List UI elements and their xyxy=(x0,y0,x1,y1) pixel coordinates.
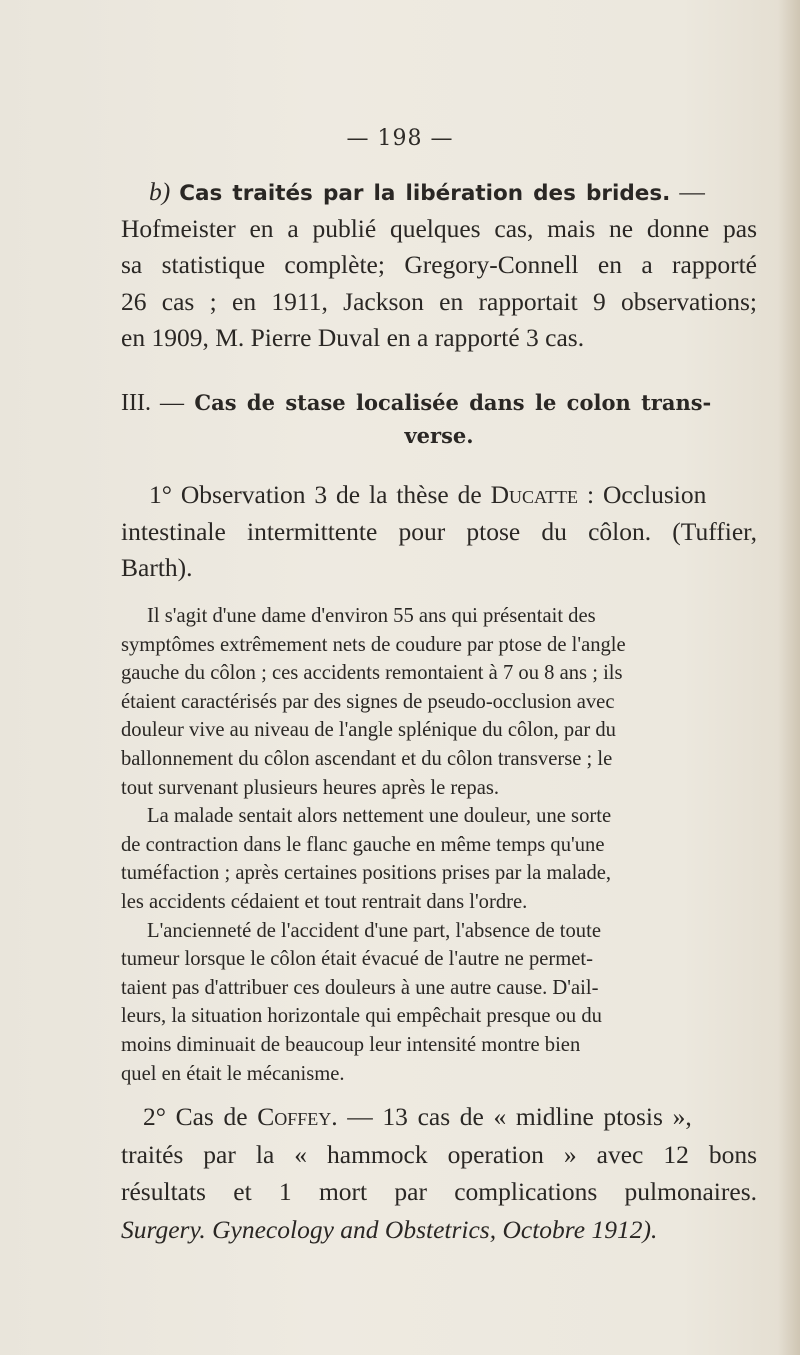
author-name: Ducatte xyxy=(490,480,579,509)
section-iii-title: Cas de stase localisée dans le colon trans- xyxy=(194,390,712,415)
section-b-dash: — xyxy=(679,177,705,206)
section-iii-title-continuation: verse. xyxy=(404,423,474,448)
text-line: Hofmeister en a publié quelques cas, mais ne donne pas xyxy=(121,213,757,243)
text-line: ballonnement du côlon ascendant et du côlon transverse ; le xyxy=(121,747,613,770)
text-line: 26 cas ; en 1911, Jackson en rapportait 9 observations; xyxy=(121,286,757,316)
observation-1-line xyxy=(121,477,757,514)
text-line: La malade sentait alors nettement une douleur, une sorte xyxy=(147,805,612,828)
text-line: gauche du côlon ; ces accidents remontaient à 7 ou 8 ans ; ils xyxy=(121,662,623,685)
observation-2-line xyxy=(121,1098,757,1136)
text-line: douleur vive au niveau de l'angle splénique du côlon, par du xyxy=(121,719,616,742)
section-iii-title-line xyxy=(121,386,757,419)
text-line: tout survenant plusieurs heures après le repas. xyxy=(121,776,500,799)
case-description xyxy=(121,602,757,1088)
text-line: traités par la « hammock operation » avec 12 bons xyxy=(121,1139,757,1169)
text-line: taient pas d'attribuer ces douleurs à une autre cause. D'ail- xyxy=(121,976,599,999)
text-line: tuméfaction ; après certaines positions prises par la malade, xyxy=(121,862,612,885)
observation-2-intro: 2° Cas de xyxy=(143,1102,248,1131)
section-b xyxy=(121,174,757,357)
text-line: moins diminuait de beaucoup leur intensité montre bien xyxy=(121,1033,581,1056)
text-line: en 1909, M. Pierre Duval en a rapporté 3 cas. xyxy=(121,323,585,353)
page-edge-shadow xyxy=(778,0,800,1355)
text-line: tumeur lorsque le côlon était évacué de l'autre ne permet- xyxy=(121,948,594,971)
text-line: Barth). xyxy=(121,553,193,583)
text-line: les accidents cédaient et tout rentrait dans l'ordre. xyxy=(121,890,528,913)
text-line: quel en était le mécanisme. xyxy=(121,1062,345,1085)
section-b-marker: b) xyxy=(149,177,171,206)
text-line: résultats et 1 mort par complications pulmonaires. xyxy=(121,1177,757,1206)
text-line: L'ancienneté de l'accident d'une part, l'absence de toute xyxy=(147,919,601,942)
section-iii-heading xyxy=(121,386,757,452)
text-line: de contraction dans le flanc gauche en même temps qu'une xyxy=(121,833,605,856)
observation-2 xyxy=(121,1098,757,1248)
text-line: symptômes extrêmement nets de coudure par ptose de l'angle xyxy=(121,633,626,656)
observation-1-intro: 1° Observation 3 de la thèse de xyxy=(149,480,482,509)
section-b-title: Cas traités par la libération des brides. xyxy=(179,181,671,206)
text-line: leurs, la situation horizontale qui empêchait presque ou du xyxy=(121,1005,602,1028)
observation-1 xyxy=(121,477,757,587)
text-line: étaient caractérisés par des signes de pseudo-occlusion avec xyxy=(121,690,615,713)
observation-2-title: — 13 cas de « midline ptosis », xyxy=(347,1102,692,1131)
observation-1-title: : Occlusion xyxy=(586,480,707,509)
text-line: intestinale intermittente pour ptose du côlon. (Tuffier, xyxy=(121,516,757,546)
text-line: Il s'agit d'une dame d'environ 55 ans qui présentait des xyxy=(147,605,596,627)
text-line: sa statistique complète; Gregory-Connell en a rapporté xyxy=(121,250,757,280)
section-iii-numeral: III. — xyxy=(121,390,185,416)
citation-line: Surgery. Gynecology and Obstetrics, Octobre 1912). xyxy=(121,1214,658,1244)
author-name: Coffey. xyxy=(257,1102,338,1131)
section-b-heading xyxy=(121,174,757,211)
page-number: — 198 — xyxy=(346,126,454,151)
